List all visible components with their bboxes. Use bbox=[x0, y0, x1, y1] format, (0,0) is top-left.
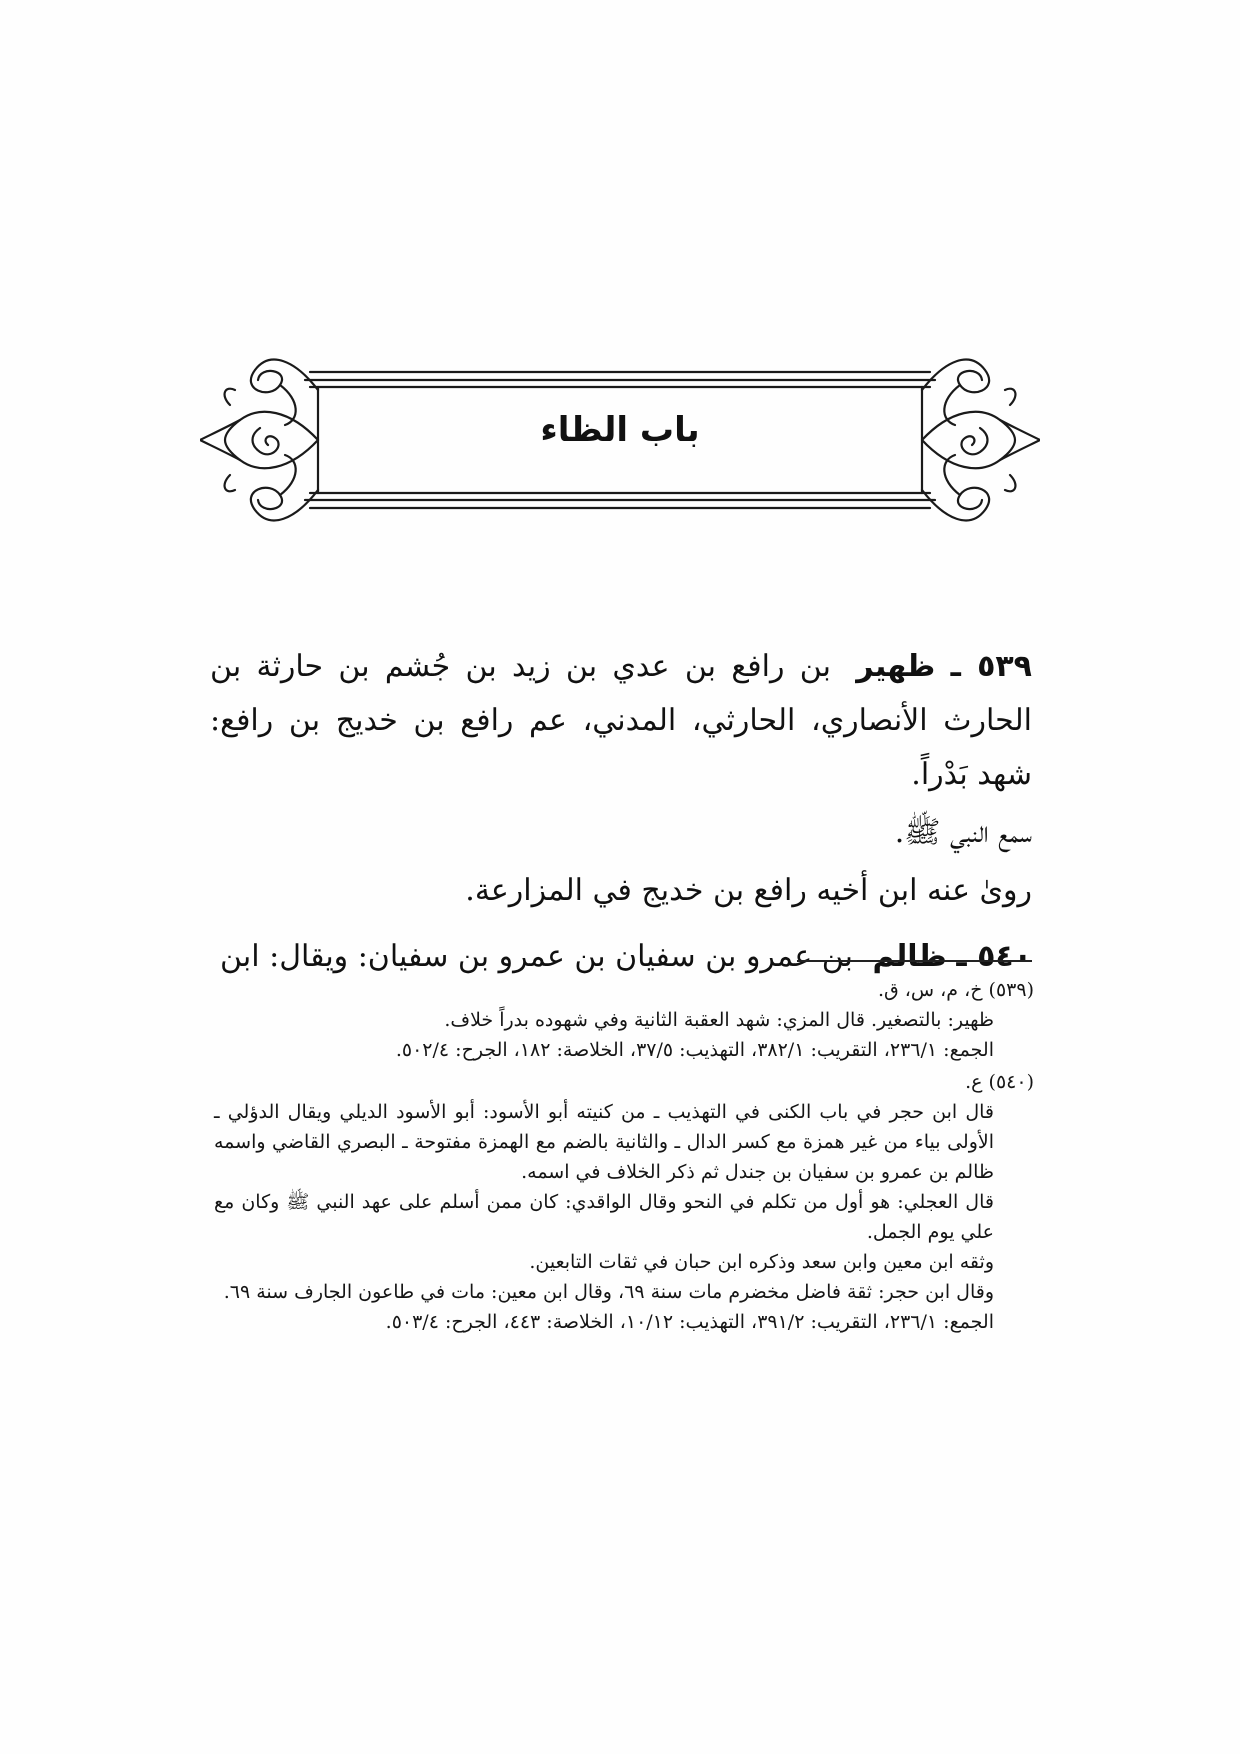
entry-name: ظالم bbox=[872, 939, 947, 974]
main-text bbox=[210, 640, 1032, 996]
footnotes bbox=[214, 975, 1032, 1339]
footnote-separator bbox=[797, 960, 1032, 962]
entry-text: بن عمرو بن سفيان بن عمرو بن سفيان: ويقال: ابن bbox=[220, 939, 853, 974]
narration-line: روىٰ عنه ابن أخيه رافع بن خديج في المزارعة. bbox=[465, 873, 1032, 908]
narration-line: سمع النبي ﷺ. bbox=[894, 815, 1032, 850]
footnote-line: خ، م، س، ق. bbox=[877, 979, 983, 1001]
entry-name: ظهير bbox=[856, 649, 936, 684]
entry-539 bbox=[210, 640, 1032, 918]
chapter-title: باب الظاء bbox=[540, 410, 700, 450]
footnote-539 bbox=[214, 975, 1032, 1065]
entry-text: بن رافع بن عدي بن زيد بن جُشم بن حارثة بن الحارث الأنصاري، الحارثي، المدني، عم رافع بن خديج بن رافع: شهد بَدْراً. bbox=[210, 649, 1032, 792]
footnote-number: (٥٤٠) bbox=[988, 1071, 1034, 1093]
entry-number: ٥٤٠ ـ bbox=[956, 939, 1032, 974]
footnote-line: قال العجلي: هو أول من تكلم في النحو وقال الواقدي: كان ممن أسلم على عهد النبي ﷺ وكان مع علي يوم الجمل. bbox=[214, 1191, 994, 1243]
footnote-line: وثقه ابن معين وابن سعد وذكره ابن حبان في ثقات التابعين. bbox=[529, 1251, 994, 1273]
footnote-line: الجمع: ٢٣٦/١، التقريب: ٣٨٢/١، التهذيب: ٣٧/٥، الخلاصة: ١٨٢، الجرح: ٥٠٢/٤. bbox=[395, 1039, 994, 1061]
footnote-line: ع. bbox=[965, 1071, 983, 1093]
footnote-line: الجمع: ٢٣٦/١، التقريب: ٣٩١/٢، التهذيب: ١٠/١٢، الخلاصة: ٤٤٣، الجرح: ٥٠٣/٤. bbox=[385, 1311, 994, 1333]
footnote-line: وقال ابن حجر: ثقة فاضل مخضرم مات سنة ٦٩، وقال ابن معين: مات في طاعون الجارف سنة ٦٩. bbox=[223, 1281, 994, 1303]
footnote-line: ظهير: بالتصغير. قال المزي: شهد العقبة الثانية وفي شهوده بدراً خلاف. bbox=[444, 1009, 994, 1031]
footnote-540 bbox=[214, 1067, 1032, 1337]
footnote-number: (٥٣٩) bbox=[988, 979, 1034, 1001]
footnote-line: قال ابن حجر في باب الكنى في التهذيب ـ من كنيته أبو الأسود: أبو الأسود الديلي ويقال الدؤلي ـ الأولى بياء من غير همزة مع كسر الدال ـ والثانية بالضم مع الهمزة مفتوحة ـ البصري القاضي واسمه ظالم بن عمرو بن سفيان بن جندل ثم ذكر الخلاف في اسمه. bbox=[214, 1101, 994, 1183]
entry-number: ٥٣٩ ـ bbox=[950, 649, 1032, 684]
